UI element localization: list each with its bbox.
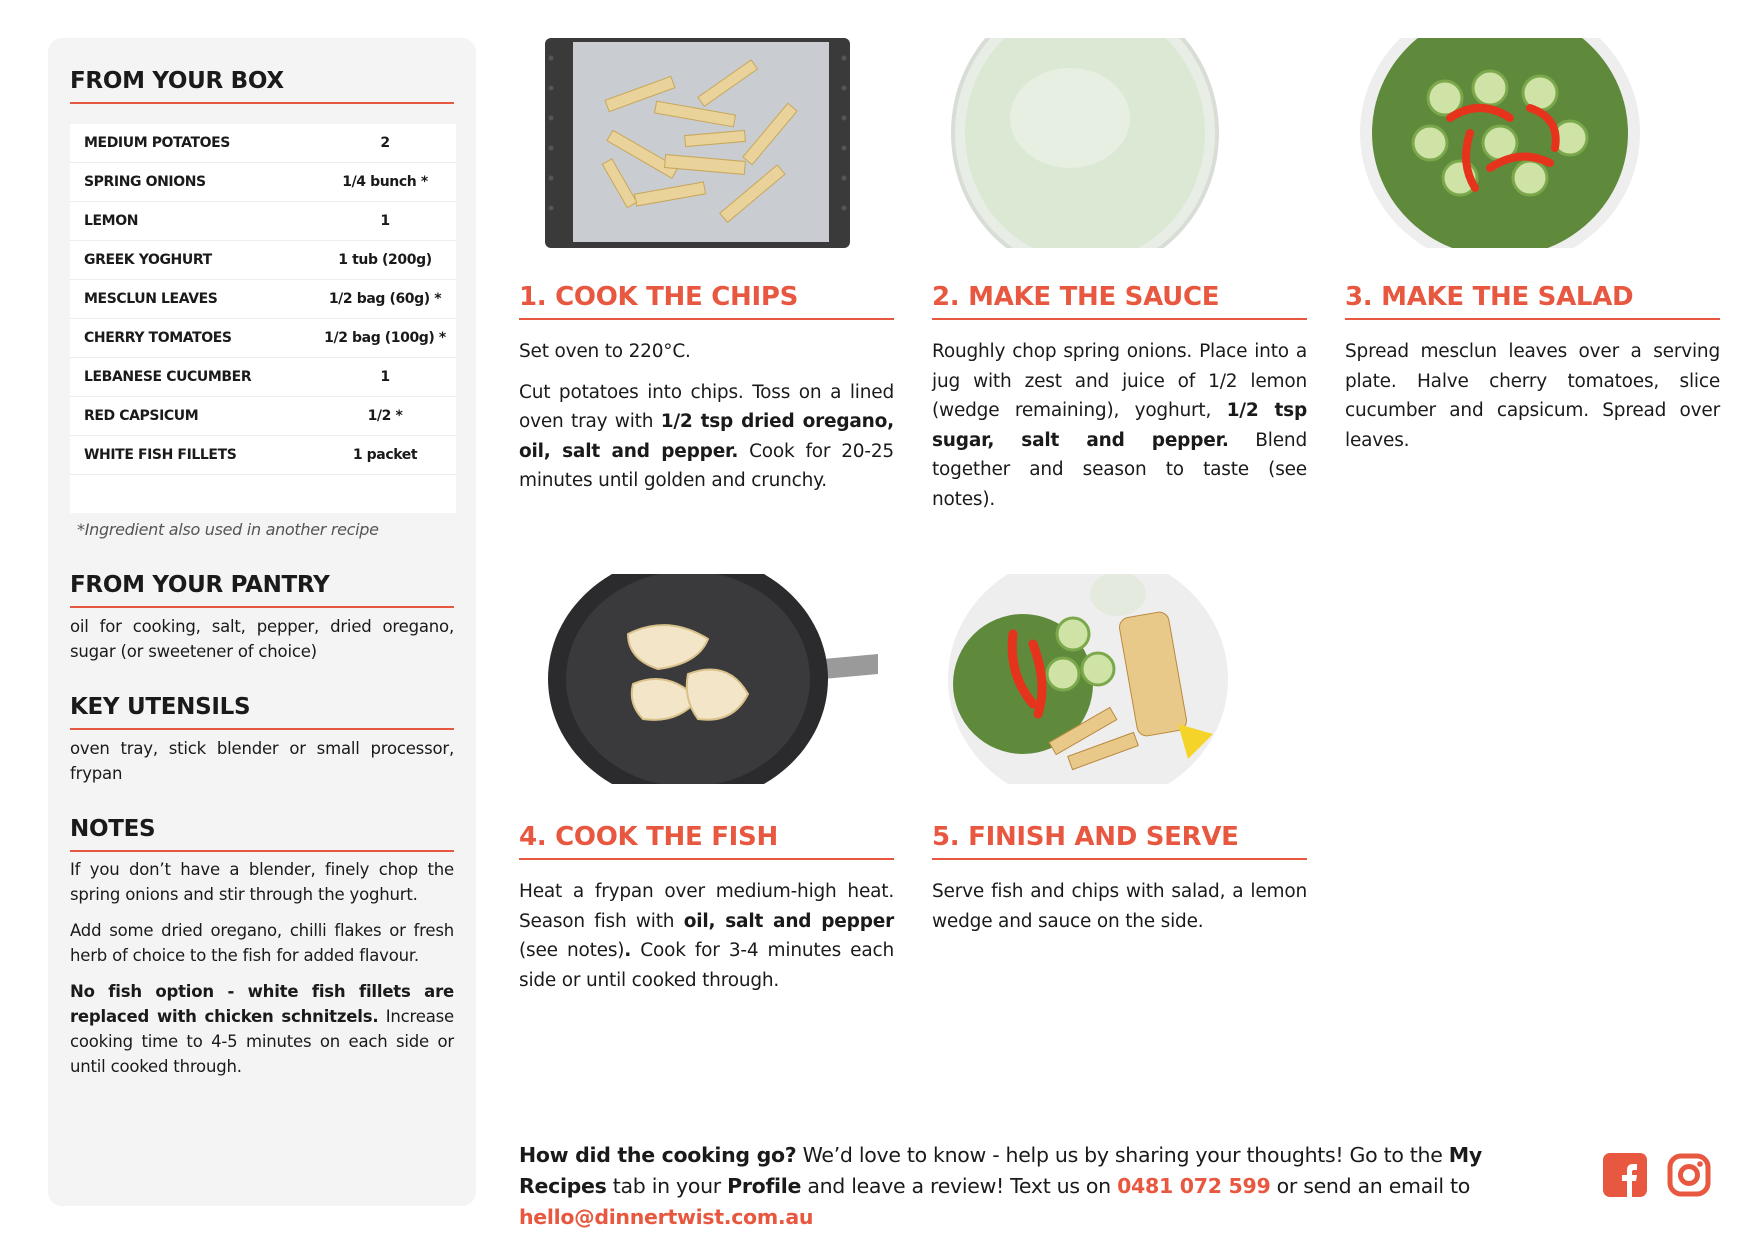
- step-2-text: [932, 337, 1307, 525]
- ingredient-row: [70, 124, 456, 163]
- step-4-text: [519, 877, 894, 1006]
- step-3-photo: [1350, 38, 1650, 248]
- ingredient-footnote: *Ingredient also used in another recipe: [77, 520, 379, 539]
- step-2-para-1: [932, 337, 1307, 514]
- phone-link[interactable]: 0481 072 599: [1117, 1174, 1271, 1198]
- note-3-rest: Increase cooking time to 4-5 minutes on each side or until cooked through.: [70, 1007, 454, 1076]
- step-4-text-bold: oil, salt and pepper: [683, 910, 895, 932]
- ingredient-quantity: 1/2 *: [314, 397, 456, 436]
- step-4-para-1: [519, 877, 894, 995]
- step-1-text-c: Cook for 20-25 minutes until golden and crunchy.: [519, 440, 894, 491]
- step-4-title: 4. COOK THE FISH: [519, 822, 894, 860]
- footer-text-4: or send an email to: [1270, 1174, 1470, 1198]
- ingredient-name: SPRING ONIONS: [70, 163, 314, 202]
- ingredient-name: WHITE FISH FILLETS: [70, 436, 314, 475]
- from-your-box-heading: FROM YOUR BOX: [70, 68, 454, 104]
- step-5-photo: [938, 574, 1238, 784]
- step-1-text-bold: 1/2 tsp dried oregano, oil, salt and pepper.: [519, 411, 894, 462]
- step-5-text: [932, 877, 1307, 947]
- note-1: If you don’t have a blender, finely chop the spring onions and stir through the yoghurt.: [70, 860, 454, 904]
- note-3-bold: No fish option - white fish fillets are replaced with chicken schnitzels.: [70, 982, 454, 1026]
- step-2-photo: [935, 38, 1235, 248]
- step-2-title: 2. MAKE THE SAUCE: [932, 282, 1307, 320]
- footer-text-2: tab in your: [606, 1174, 728, 1198]
- from-your-pantry-heading: FROM YOUR PANTRY: [70, 572, 454, 608]
- utensils-text: oven tray, stick blender or small processor, frypan: [70, 739, 454, 783]
- step-4-photo: [548, 574, 878, 784]
- step-2-text-c: Blend together and season to taste (see notes).: [932, 429, 1307, 510]
- step-1-photo: [545, 38, 850, 248]
- ingredient-row: [70, 358, 456, 397]
- ingredient-row: [70, 241, 456, 280]
- ingredient-quantity: 1: [314, 358, 456, 397]
- step-3-title: 3. MAKE THE SALAD: [1345, 282, 1720, 320]
- ingredients-table: [70, 124, 456, 513]
- step-5-title: 5. FINISH AND SERVE: [932, 822, 1307, 860]
- step-4-text-e: Cook for 3-4 minutes each side or until cooked through.: [519, 940, 894, 991]
- notes-text: [70, 857, 454, 1090]
- step-1-para-2: [519, 378, 894, 496]
- step-1-text: [519, 337, 894, 507]
- instagram-icon[interactable]: [1667, 1153, 1711, 1201]
- ingredient-row: [70, 202, 456, 241]
- ingredient-name: RED CAPSICUM: [70, 397, 314, 436]
- profile-label: Profile: [727, 1174, 802, 1198]
- ingredient-name: CHERRY TOMATOES: [70, 319, 314, 358]
- ingredient-row: [70, 163, 456, 202]
- facebook-icon[interactable]: [1603, 1153, 1647, 1201]
- footer-question: How did the cooking go?: [519, 1143, 797, 1167]
- ingredient-name: MEDIUM POTATOES: [70, 124, 314, 163]
- step-1-title: 1. COOK THE CHIPS: [519, 282, 894, 320]
- step-1-text-a: Cut potatoes into chips. Toss on a lined oven tray with: [519, 381, 894, 432]
- footer-text-1: We’d love to know - help us by sharing your thoughts! Go to the: [796, 1143, 1449, 1167]
- step-2-text-bold: 1/2 tsp sugar, salt and pepper.: [932, 400, 1307, 451]
- step-3-text: [1345, 337, 1720, 466]
- step-3-para-1: Spread mesclun leaves over a serving plate. Halve cherry tomatoes, slice cucumber and capsicum. Spread over leaves.: [1345, 341, 1720, 451]
- ingredient-quantity: 1 tub (200g): [314, 241, 456, 280]
- ingredient-name: LEBANESE CUCUMBER: [70, 358, 314, 397]
- step-4-text-a: Heat a frypan over medium-high heat. Season fish with: [519, 881, 894, 932]
- ingredient-quantity: 1/2 bag (100g) *: [314, 319, 456, 358]
- step-2-text-a: Roughly chop spring onions. Place into a jug with zest and juice of 1/2 lemon (wedge remaining), yoghurt,: [932, 341, 1307, 421]
- ingredient-name: GREEK YOGHURT: [70, 241, 314, 280]
- ingredient-row: [70, 280, 456, 319]
- email-link[interactable]: hello@dinnertwist.com.au: [519, 1205, 814, 1229]
- note-3: [70, 979, 454, 1079]
- pantry-text: oil for cooking, salt, pepper, dried oregano, sugar (or sweetener of choice): [70, 617, 454, 661]
- empty-cell: [70, 475, 456, 514]
- ingredient-quantity: 2: [314, 124, 456, 163]
- ingredient-name: LEMON: [70, 202, 314, 241]
- step-5-para-1: Serve fish and chips with salad, a lemon wedge and sauce on the side.: [932, 881, 1307, 932]
- ingredient-row-empty: [70, 475, 456, 514]
- ingredient-row: [70, 397, 456, 436]
- ingredient-name: MESCLUN LEAVES: [70, 280, 314, 319]
- feedback-footer: [519, 1140, 1569, 1233]
- ingredient-quantity: 1 packet: [314, 436, 456, 475]
- footer-text-3: and leave a review! Text us on: [801, 1174, 1118, 1198]
- ingredient-quantity: 1/4 bunch *: [314, 163, 456, 202]
- key-utensils-heading: KEY UTENSILS: [70, 694, 454, 730]
- my-recipes-label: My Recipes: [519, 1143, 1482, 1198]
- ingredient-quantity: 1: [314, 202, 456, 241]
- step-1-para-1: Set oven to 220°C.: [519, 341, 691, 362]
- note-2: Add some dried oregano, chilli flakes or fresh herb of choice to the fish for added flavour.: [70, 921, 454, 965]
- ingredients-panel: [48, 38, 476, 1206]
- ingredient-row: [70, 319, 456, 358]
- step-4-text-d: .: [624, 940, 632, 961]
- ingredient-quantity: 1/2 bag (60g) *: [314, 280, 456, 319]
- notes-heading: NOTES: [70, 816, 454, 852]
- step-4-text-c: (see notes): [519, 940, 625, 961]
- ingredient-row: [70, 436, 456, 475]
